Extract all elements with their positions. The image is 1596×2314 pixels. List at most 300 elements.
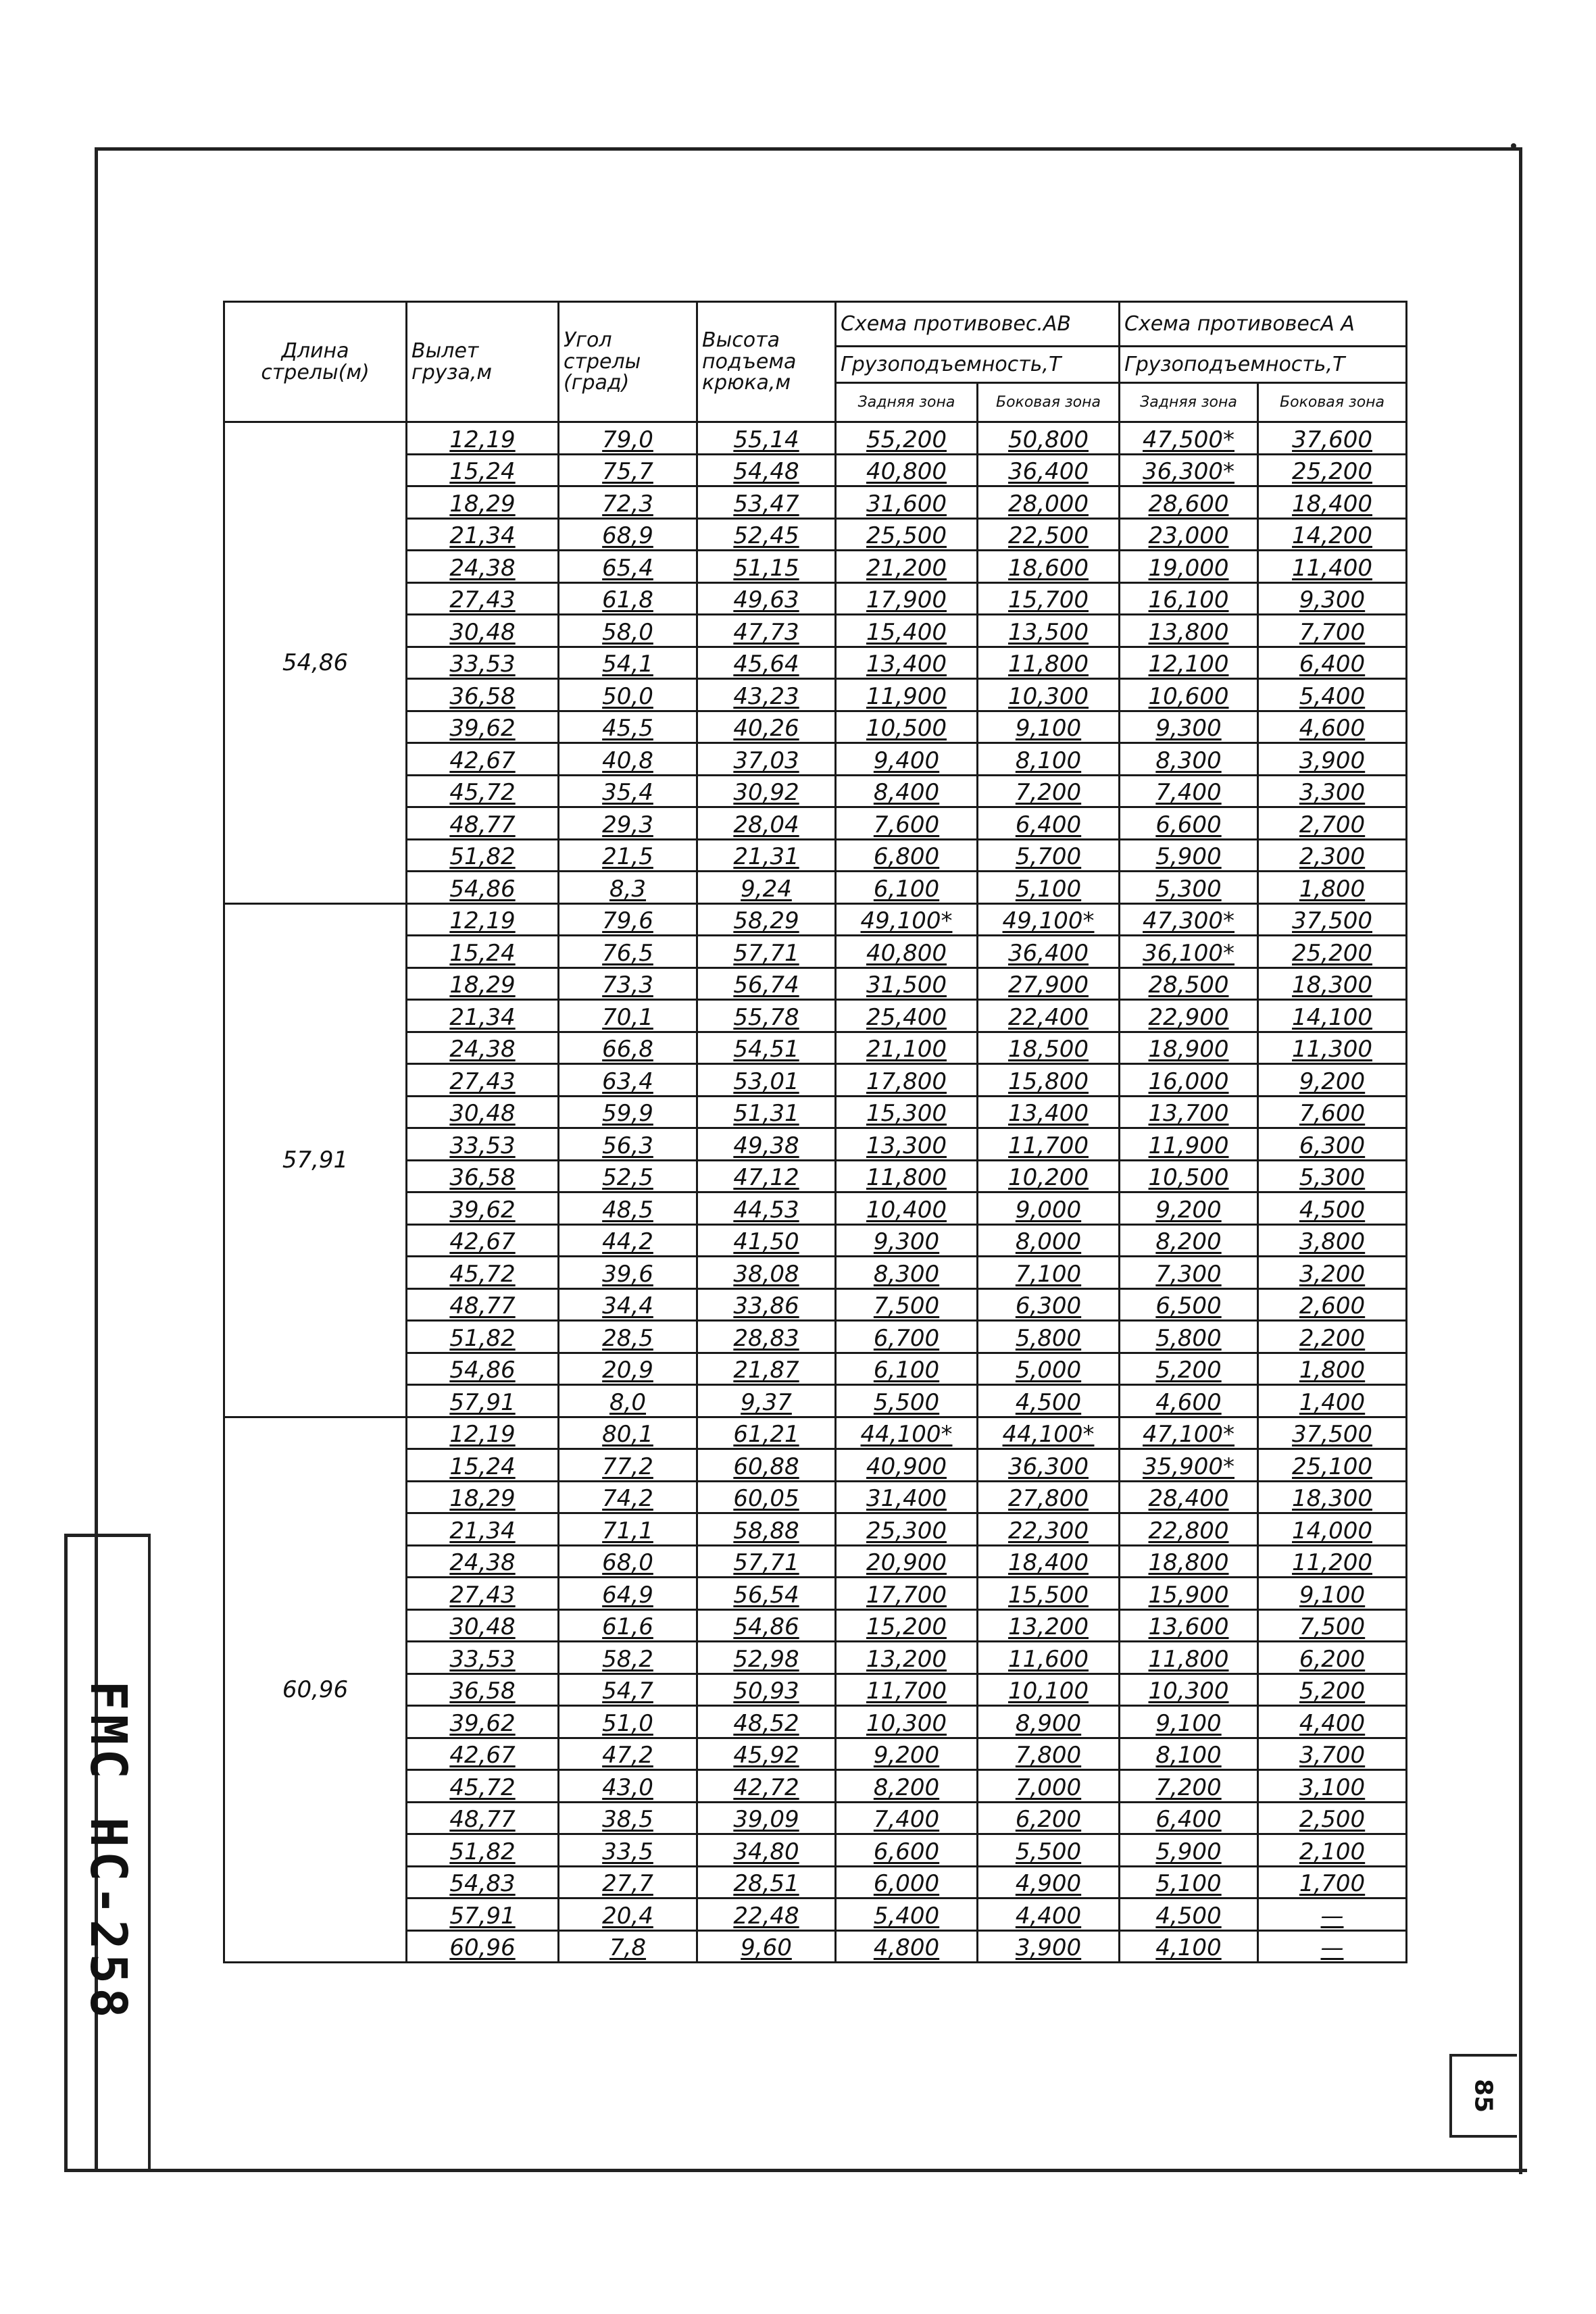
side-zone-ab-cell: 4,400 (978, 1898, 1120, 1931)
side-zone-ab-cell: 27,900 (978, 967, 1120, 1000)
side-zone-a-cell: 25,200 (1258, 936, 1407, 968)
rear-zone-a-cell: 22,800 (1120, 1513, 1258, 1546)
angle-cell: 64,9 (559, 1578, 697, 1610)
hook-height-cell: 28,04 (697, 807, 836, 840)
rear-zone-a-cell: 7,200 (1120, 1770, 1258, 1803)
side-zone-ab-cell: 8,000 (978, 1224, 1120, 1257)
hook-height-cell: 38,08 (697, 1257, 836, 1289)
radius-cell: 30,48 (407, 1096, 559, 1128)
rear-zone-ab-cell: 4,800 (836, 1930, 978, 1963)
hook-height-cell: 47,73 (697, 615, 836, 647)
hook-height-cell: 43,23 (697, 679, 836, 711)
angle-cell: 39,6 (559, 1257, 697, 1289)
rear-zone-a-cell: 23,000 (1120, 518, 1258, 551)
hook-height-cell: 9,24 (697, 872, 836, 904)
hook-height-cell: 56,74 (697, 967, 836, 1000)
hook-height-cell: 49,63 (697, 582, 836, 615)
boom-length-cell: 57,91 (224, 903, 407, 1417)
side-zone-a-cell: 9,100 (1258, 1578, 1407, 1610)
rear-zone-a-cell: 8,200 (1120, 1224, 1258, 1257)
hook-height-cell: 34,80 (697, 1834, 836, 1867)
radius-cell: 54,86 (407, 1353, 559, 1385)
radius-cell: 51,82 (407, 839, 559, 872)
rear-zone-a-cell: 28,600 (1120, 486, 1258, 519)
rear-zone-a-cell: 4,100 (1120, 1930, 1258, 1963)
radius-cell: 21,34 (407, 518, 559, 551)
hook-height-cell: 55,14 (697, 422, 836, 455)
radius-cell: 33,53 (407, 1642, 559, 1674)
side-zone-ab-cell: 13,500 (978, 615, 1120, 647)
rear-zone-ab-cell: 40,800 (836, 454, 978, 486)
hook-height-cell: 39,09 (697, 1802, 836, 1834)
side-zone-ab-cell: 7,100 (978, 1257, 1120, 1289)
radius-cell: 27,43 (407, 1578, 559, 1610)
hook-height-cell: 9,60 (697, 1930, 836, 1963)
angle-cell: 65,4 (559, 551, 697, 583)
rear-zone-a-cell: 4,500 (1120, 1898, 1258, 1931)
rear-zone-a-cell: 15,900 (1120, 1578, 1258, 1610)
rear-zone-ab-cell: 6,100 (836, 872, 978, 904)
header-capacity-ab: Грузоподъемность,Т (836, 347, 1120, 383)
rear-zone-a-cell: 6,500 (1120, 1288, 1258, 1321)
rear-zone-ab-cell: 21,100 (836, 1032, 978, 1064)
hook-height-cell: 22,48 (697, 1898, 836, 1931)
radius-cell: 36,58 (407, 1160, 559, 1192)
angle-cell: 79,6 (559, 903, 697, 936)
angle-cell: 70,1 (559, 1000, 697, 1032)
side-zone-a-cell: 14,000 (1258, 1513, 1407, 1546)
rear-zone-ab-cell: 17,800 (836, 1064, 978, 1097)
radius-cell: 48,77 (407, 1288, 559, 1321)
rear-zone-ab-cell: 31,500 (836, 967, 978, 1000)
rear-zone-a-cell: 35,900* (1120, 1449, 1258, 1482)
rear-zone-ab-cell: 7,400 (836, 1802, 978, 1834)
rear-zone-a-cell: 5,800 (1120, 1321, 1258, 1353)
hook-height-cell: 58,88 (697, 1513, 836, 1546)
hook-height-cell: 40,26 (697, 711, 836, 743)
rear-zone-ab-cell: 44,100* (836, 1417, 978, 1449)
angle-cell: 61,6 (559, 1609, 697, 1642)
side-zone-ab-cell: 4,900 (978, 1866, 1120, 1898)
hook-height-cell: 48,52 (697, 1706, 836, 1738)
table-body (224, 422, 1407, 1963)
side-zone-ab-cell: 22,400 (978, 1000, 1120, 1032)
rear-zone-ab-cell: 13,300 (836, 1128, 978, 1161)
radius-cell: 42,67 (407, 743, 559, 776)
rear-zone-a-cell: 7,400 (1120, 775, 1258, 807)
header-angle: Угол стрелы (град) (559, 302, 697, 422)
rear-zone-ab-cell: 10,500 (836, 711, 978, 743)
side-zone-a-cell: 5,200 (1258, 1674, 1407, 1706)
rear-zone-ab-cell: 8,400 (836, 775, 978, 807)
rear-zone-ab-cell: 25,500 (836, 518, 978, 551)
angle-cell: 27,7 (559, 1866, 697, 1898)
rear-zone-ab-cell: 10,300 (836, 1706, 978, 1738)
angle-cell: 8,0 (559, 1385, 697, 1417)
side-zone-a-cell: 18,400 (1258, 486, 1407, 519)
side-zone-ab-cell: 10,300 (978, 679, 1120, 711)
angle-cell: 58,0 (559, 615, 697, 647)
side-zone-a-cell: 1,400 (1258, 1385, 1407, 1417)
rear-zone-a-cell: 18,800 (1120, 1545, 1258, 1578)
rear-zone-ab-cell: 31,400 (836, 1481, 978, 1513)
page-number: 85 (1469, 2078, 1497, 2113)
rear-zone-ab-cell: 5,500 (836, 1385, 978, 1417)
angle-cell: 61,8 (559, 582, 697, 615)
rear-zone-ab-cell: 7,600 (836, 807, 978, 840)
hook-height-cell: 53,47 (697, 486, 836, 519)
header-boom-length: Длина стрелы(м) (224, 302, 407, 422)
rear-zone-a-cell: 13,700 (1120, 1096, 1258, 1128)
angle-cell: 44,2 (559, 1224, 697, 1257)
rear-zone-ab-cell: 49,100* (836, 903, 978, 936)
radius-cell: 24,38 (407, 551, 559, 583)
header-rear-zone-a: Задняя зона (1120, 383, 1258, 422)
side-zone-a-cell: 3,100 (1258, 1770, 1407, 1803)
rear-zone-a-cell: 47,500* (1120, 422, 1258, 455)
rear-zone-a-cell: 5,200 (1120, 1353, 1258, 1385)
side-zone-a-cell: 3,800 (1258, 1224, 1407, 1257)
angle-cell: 74,2 (559, 1481, 697, 1513)
rear-zone-ab-cell: 15,300 (836, 1096, 978, 1128)
rear-zone-ab-cell: 17,900 (836, 582, 978, 615)
rear-zone-a-cell: 4,600 (1120, 1385, 1258, 1417)
side-zone-a-cell: 14,100 (1258, 1000, 1407, 1032)
hook-height-cell: 37,03 (697, 743, 836, 776)
rear-zone-a-cell: 5,900 (1120, 1834, 1258, 1867)
rear-zone-ab-cell: 9,300 (836, 1224, 978, 1257)
rear-zone-a-cell: 12,100 (1120, 647, 1258, 679)
radius-cell: 24,38 (407, 1032, 559, 1064)
side-zone-a-cell: 37,600 (1258, 422, 1407, 455)
radius-cell: 21,34 (407, 1000, 559, 1032)
angle-cell: 77,2 (559, 1449, 697, 1482)
side-zone-ab-cell: 18,600 (978, 551, 1120, 583)
radius-cell: 54,86 (407, 872, 559, 904)
hook-height-cell: 28,51 (697, 1866, 836, 1898)
header-scheme-a: Схема противовесА А (1120, 302, 1407, 347)
rear-zone-a-cell: 10,600 (1120, 679, 1258, 711)
angle-cell: 51,0 (559, 1706, 697, 1738)
side-zone-ab-cell: 49,100* (978, 903, 1120, 936)
rear-zone-ab-cell: 40,800 (836, 936, 978, 968)
side-zone-a-cell: 11,200 (1258, 1545, 1407, 1578)
rear-zone-ab-cell: 11,700 (836, 1674, 978, 1706)
angle-cell: 47,2 (559, 1738, 697, 1770)
rear-zone-a-cell: 19,000 (1120, 551, 1258, 583)
radius-cell: 15,24 (407, 936, 559, 968)
rear-zone-a-cell: 5,900 (1120, 839, 1258, 872)
angle-cell: 48,5 (559, 1192, 697, 1225)
hook-height-cell: 45,64 (697, 647, 836, 679)
rear-zone-ab-cell: 10,400 (836, 1192, 978, 1225)
side-zone-a-cell: 1,800 (1258, 1353, 1407, 1385)
hook-height-cell: 61,21 (697, 1417, 836, 1449)
angle-cell: 72,3 (559, 486, 697, 519)
side-zone-ab-cell: 22,500 (978, 518, 1120, 551)
angle-cell: 63,4 (559, 1064, 697, 1097)
radius-cell: 18,29 (407, 967, 559, 1000)
side-zone-ab-cell: 5,700 (978, 839, 1120, 872)
side-zone-ab-cell: 7,800 (978, 1738, 1120, 1770)
rear-zone-a-cell: 9,300 (1120, 711, 1258, 743)
rear-zone-ab-cell: 5,400 (836, 1898, 978, 1931)
side-zone-ab-cell: 27,800 (978, 1481, 1120, 1513)
hook-height-cell: 52,45 (697, 518, 836, 551)
rear-zone-ab-cell: 9,400 (836, 743, 978, 776)
side-zone-ab-cell: 10,200 (978, 1160, 1120, 1192)
rear-zone-a-cell: 9,200 (1120, 1192, 1258, 1225)
hook-height-cell: 60,88 (697, 1449, 836, 1482)
side-zone-a-cell: 37,500 (1258, 1417, 1407, 1449)
rear-zone-ab-cell: 25,300 (836, 1513, 978, 1546)
radius-cell: 15,24 (407, 454, 559, 486)
radius-cell: 24,38 (407, 1545, 559, 1578)
radius-cell: 42,67 (407, 1738, 559, 1770)
side-zone-ab-cell: 6,200 (978, 1802, 1120, 1834)
header-rear-zone-ab: Задняя зона (836, 383, 978, 422)
header-hook-height: Высота подъема крюка,м (697, 302, 836, 422)
side-zone-ab-cell: 44,100* (978, 1417, 1120, 1449)
angle-cell: 79,0 (559, 422, 697, 455)
angle-cell: 54,1 (559, 647, 697, 679)
radius-cell: 21,34 (407, 1513, 559, 1546)
angle-cell: 56,3 (559, 1128, 697, 1161)
rear-zone-a-cell: 6,600 (1120, 807, 1258, 840)
side-zone-ab-cell: 13,400 (978, 1096, 1120, 1128)
rear-zone-a-cell: 11,900 (1120, 1128, 1258, 1161)
hook-height-cell: 44,53 (697, 1192, 836, 1225)
hook-height-cell: 9,37 (697, 1385, 836, 1417)
rear-zone-ab-cell: 9,200 (836, 1738, 978, 1770)
radius-cell: 57,91 (407, 1385, 559, 1417)
side-zone-a-cell: 1,700 (1258, 1866, 1407, 1898)
rear-zone-a-cell: 36,300* (1120, 454, 1258, 486)
side-zone-ab-cell: 5,500 (978, 1834, 1120, 1867)
rear-zone-ab-cell: 11,800 (836, 1160, 978, 1192)
side-zone-a-cell: 5,300 (1258, 1160, 1407, 1192)
rear-zone-ab-cell: 17,700 (836, 1578, 978, 1610)
hook-height-cell: 51,15 (697, 551, 836, 583)
radius-cell: 12,19 (407, 422, 559, 455)
hook-height-cell: 21,87 (697, 1353, 836, 1385)
hook-height-cell: 60,05 (697, 1481, 836, 1513)
side-zone-ab-cell: 13,200 (978, 1609, 1120, 1642)
side-zone-ab-cell: 15,800 (978, 1064, 1120, 1097)
angle-cell: 58,2 (559, 1642, 697, 1674)
angle-cell: 75,7 (559, 454, 697, 486)
radius-cell: 39,62 (407, 711, 559, 743)
radius-cell: 42,67 (407, 1224, 559, 1257)
side-zone-ab-cell: 7,200 (978, 775, 1120, 807)
rear-zone-ab-cell: 6,000 (836, 1866, 978, 1898)
rear-zone-a-cell: 16,000 (1120, 1064, 1258, 1097)
rear-zone-ab-cell: 8,300 (836, 1257, 978, 1289)
side-zone-a-cell: 2,200 (1258, 1321, 1407, 1353)
radius-cell: 51,82 (407, 1834, 559, 1867)
side-zone-a-cell: — (1258, 1898, 1407, 1931)
angle-cell: 54,7 (559, 1674, 697, 1706)
side-zone-a-cell: 3,200 (1258, 1257, 1407, 1289)
rear-zone-a-cell: 8,300 (1120, 743, 1258, 776)
side-zone-ab-cell: 9,000 (978, 1192, 1120, 1225)
radius-cell: 33,53 (407, 647, 559, 679)
side-zone-a-cell: 14,200 (1258, 518, 1407, 551)
rear-zone-ab-cell: 6,100 (836, 1353, 978, 1385)
table-row (224, 422, 1407, 455)
document-code-stamp: FMC HC-258 (79, 1680, 137, 2022)
hook-height-cell: 21,31 (697, 839, 836, 872)
rear-zone-ab-cell: 13,400 (836, 647, 978, 679)
rear-zone-a-cell: 10,500 (1120, 1160, 1258, 1192)
hook-height-cell: 57,71 (697, 1545, 836, 1578)
side-zone-a-cell: 25,200 (1258, 454, 1407, 486)
radius-cell: 15,24 (407, 1449, 559, 1482)
radius-cell: 18,29 (407, 486, 559, 519)
rear-zone-ab-cell: 6,600 (836, 1834, 978, 1867)
rear-zone-a-cell: 11,800 (1120, 1642, 1258, 1674)
rear-zone-a-cell: 13,600 (1120, 1609, 1258, 1642)
side-zone-a-cell: 4,600 (1258, 711, 1407, 743)
rear-zone-a-cell: 28,500 (1120, 967, 1258, 1000)
angle-cell: 73,3 (559, 967, 697, 1000)
rear-zone-a-cell: 8,100 (1120, 1738, 1258, 1770)
hook-height-cell: 30,92 (697, 775, 836, 807)
radius-cell: 27,43 (407, 1064, 559, 1097)
hook-height-cell: 58,29 (697, 903, 836, 936)
angle-cell: 50,0 (559, 679, 697, 711)
side-zone-ab-cell: 22,300 (978, 1513, 1120, 1546)
side-zone-a-cell: 18,300 (1258, 967, 1407, 1000)
side-zone-a-cell: 11,300 (1258, 1032, 1407, 1064)
rear-zone-ab-cell: 7,500 (836, 1288, 978, 1321)
side-zone-a-cell: 3,900 (1258, 743, 1407, 776)
angle-cell: 43,0 (559, 1770, 697, 1803)
load-capacity-table (223, 301, 1407, 1963)
rear-zone-a-cell: 16,100 (1120, 582, 1258, 615)
side-zone-ab-cell: 5,800 (978, 1321, 1120, 1353)
angle-cell: 71,1 (559, 1513, 697, 1546)
side-zone-a-cell: 6,400 (1258, 647, 1407, 679)
angle-cell: 29,3 (559, 807, 697, 840)
hook-height-cell: 50,93 (697, 1674, 836, 1706)
hook-height-cell: 54,51 (697, 1032, 836, 1064)
radius-cell: 33,53 (407, 1128, 559, 1161)
hook-height-cell: 52,98 (697, 1642, 836, 1674)
radius-cell: 12,19 (407, 1417, 559, 1449)
rear-zone-ab-cell: 31,600 (836, 486, 978, 519)
radius-cell: 39,62 (407, 1192, 559, 1225)
side-zone-a-cell: 6,200 (1258, 1642, 1407, 1674)
side-zone-a-cell: 3,300 (1258, 775, 1407, 807)
radius-cell: 45,72 (407, 1770, 559, 1803)
side-zone-ab-cell: 5,100 (978, 872, 1120, 904)
rear-zone-ab-cell: 20,900 (836, 1545, 978, 1578)
table-header (224, 302, 1407, 422)
angle-cell: 45,5 (559, 711, 697, 743)
header-radius: Вылет груза,м (407, 302, 559, 422)
rear-zone-ab-cell: 15,200 (836, 1609, 978, 1642)
angle-cell: 20,4 (559, 1898, 697, 1931)
side-zone-ab-cell: 11,800 (978, 647, 1120, 679)
angle-cell: 34,4 (559, 1288, 697, 1321)
rear-zone-a-cell: 36,100* (1120, 936, 1258, 968)
radius-cell: 48,77 (407, 807, 559, 840)
angle-cell: 68,9 (559, 518, 697, 551)
side-zone-ab-cell: 7,000 (978, 1770, 1120, 1803)
angle-cell: 76,5 (559, 936, 697, 968)
angle-cell: 33,5 (559, 1834, 697, 1867)
side-zone-ab-cell: 50,800 (978, 422, 1120, 455)
side-zone-a-cell: 18,300 (1258, 1481, 1407, 1513)
rear-zone-ab-cell: 55,200 (836, 422, 978, 455)
hook-height-cell: 45,92 (697, 1738, 836, 1770)
table-row (224, 1417, 1407, 1449)
angle-cell: 7,8 (559, 1930, 697, 1963)
rear-zone-a-cell: 47,300* (1120, 903, 1258, 936)
side-zone-a-cell: 1,800 (1258, 872, 1407, 904)
rear-zone-a-cell: 5,100 (1120, 1866, 1258, 1898)
side-zone-a-cell: 2,700 (1258, 807, 1407, 840)
angle-cell: 21,5 (559, 839, 697, 872)
side-zone-a-cell: 7,500 (1258, 1609, 1407, 1642)
radius-cell: 27,43 (407, 582, 559, 615)
side-zone-a-cell: 9,300 (1258, 582, 1407, 615)
hook-height-cell: 53,01 (697, 1064, 836, 1097)
rear-zone-a-cell: 5,300 (1120, 872, 1258, 904)
rear-zone-a-cell: 7,300 (1120, 1257, 1258, 1289)
angle-cell: 38,5 (559, 1802, 697, 1834)
side-zone-a-cell: 5,400 (1258, 679, 1407, 711)
rear-zone-a-cell: 47,100* (1120, 1417, 1258, 1449)
side-zone-a-cell: 25,100 (1258, 1449, 1407, 1482)
side-zone-a-cell: 4,500 (1258, 1192, 1407, 1225)
angle-cell: 8,3 (559, 872, 697, 904)
side-zone-a-cell: 3,700 (1258, 1738, 1407, 1770)
radius-cell: 60,96 (407, 1930, 559, 1963)
hook-height-cell: 54,48 (697, 454, 836, 486)
side-zone-a-cell: 9,200 (1258, 1064, 1407, 1097)
hook-height-cell: 33,86 (697, 1288, 836, 1321)
angle-cell: 35,4 (559, 775, 697, 807)
frame-bottom-border (64, 2169, 1527, 2172)
side-zone-a-cell: 2,300 (1258, 839, 1407, 872)
side-zone-a-cell: — (1258, 1930, 1407, 1963)
header-capacity-a: Грузоподъемность,Т (1120, 347, 1407, 383)
radius-cell: 45,72 (407, 775, 559, 807)
angle-cell: 80,1 (559, 1417, 697, 1449)
rear-zone-ab-cell: 25,400 (836, 1000, 978, 1032)
rear-zone-ab-cell: 8,200 (836, 1770, 978, 1803)
side-zone-a-cell: 4,400 (1258, 1706, 1407, 1738)
side-zone-ab-cell: 36,400 (978, 454, 1120, 486)
radius-cell: 36,58 (407, 1674, 559, 1706)
rear-zone-ab-cell: 11,900 (836, 679, 978, 711)
boom-length-cell: 60,96 (224, 1417, 407, 1963)
side-zone-a-cell: 2,500 (1258, 1802, 1407, 1834)
side-zone-ab-cell: 6,400 (978, 807, 1120, 840)
side-zone-ab-cell: 11,700 (978, 1128, 1120, 1161)
angle-cell: 28,5 (559, 1321, 697, 1353)
hook-height-cell: 55,78 (697, 1000, 836, 1032)
radius-cell: 30,48 (407, 1609, 559, 1642)
side-zone-ab-cell: 15,500 (978, 1578, 1120, 1610)
side-zone-ab-cell: 10,100 (978, 1674, 1120, 1706)
rear-zone-ab-cell: 13,200 (836, 1642, 978, 1674)
header-scheme-ab: Схема противовес.АВ (836, 302, 1120, 347)
table-row (224, 903, 1407, 936)
side-zone-ab-cell: 11,600 (978, 1642, 1120, 1674)
